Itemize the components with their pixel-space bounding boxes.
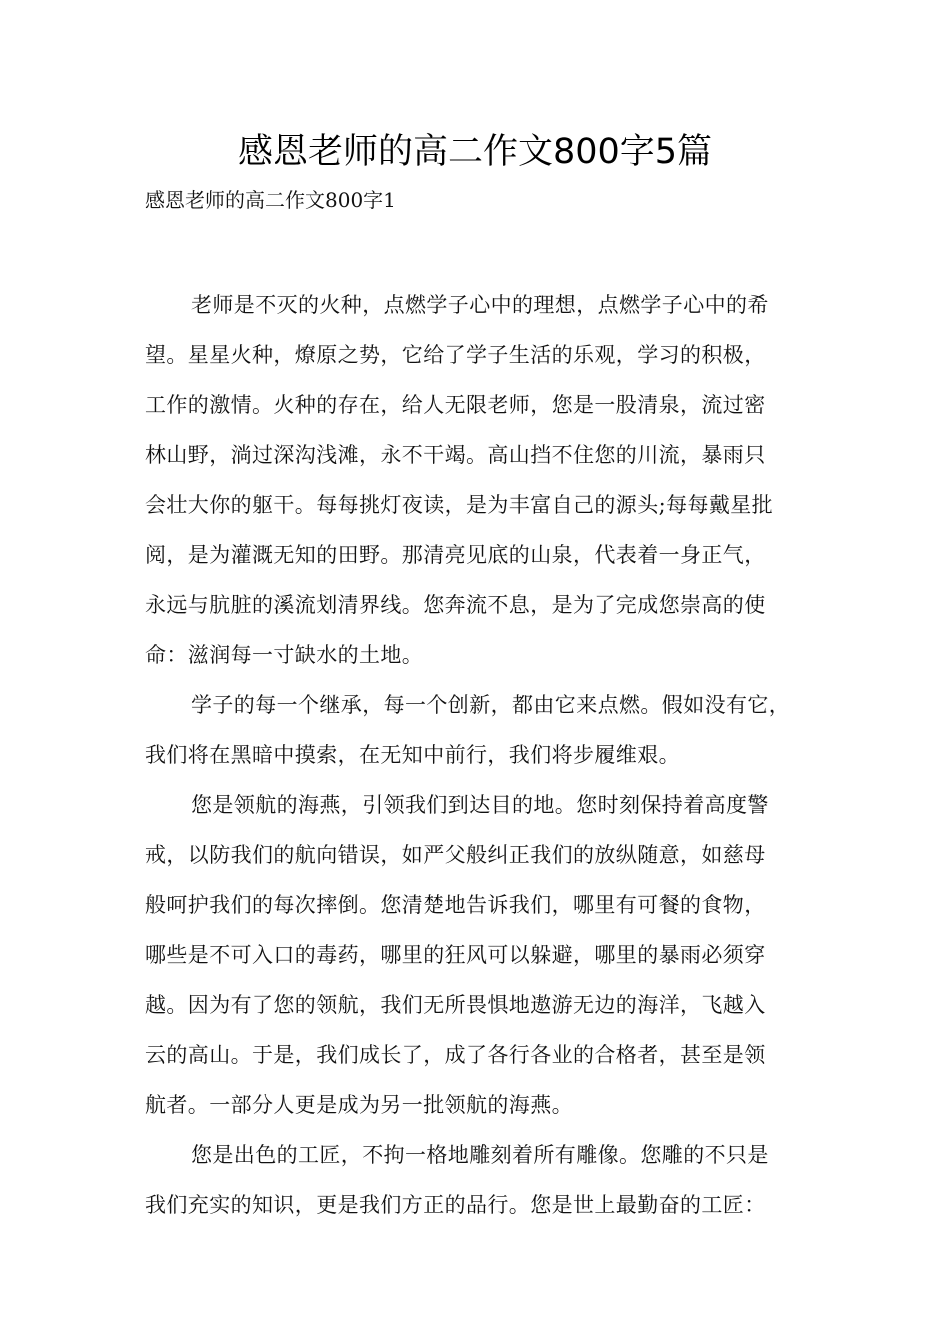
- paragraph-line: 林山野，淌过深沟浅滩，永不干竭。高山挡不住您的川流，暴雨只: [145, 443, 766, 467]
- paragraph-line: 阅，是为灌溉无知的田野。那清亮见底的山泉，代表着一身正气，: [145, 543, 766, 567]
- document-subtitle: 感恩老师的高二作文800字1: [145, 188, 396, 212]
- paragraph-line: 哪些是不可入口的毒药，哪里的狂风可以躲避，哪里的暴雨必须穿: [145, 943, 766, 967]
- paragraph-line: 戒，以防我们的航向错误，如严父般纠正我们的放纵随意，如慈母: [145, 843, 766, 867]
- paragraph-line: 会壮大你的躯干。每每挑灯夜读，是为丰富自己的源头;每每戴星批: [145, 493, 774, 517]
- paragraph-line: 云的高山。于是，我们成长了，成了各行各业的合格者，甚至是领: [145, 1043, 766, 1067]
- paragraph-line: 般呵护我们的每次摔倒。您清楚地告诉我们，哪里有可餐的食物，: [145, 893, 766, 917]
- paragraph: [145, 1130, 820, 1230]
- paragraph-line: 命：滋润每一寸缺水的土地。: [145, 643, 424, 667]
- paragraph: [145, 280, 820, 680]
- paragraph-line: 学子的每一个继承，每一个创新，都由它来点燃。假如没有它，: [191, 693, 791, 717]
- paragraph-line: 越。因为有了您的领航，我们无所畏惧地遨游无边的海洋，飞越入: [145, 993, 766, 1017]
- paragraph-line: 老师是不灭的火种，点燃学子心中的理想，点燃学子心中的希: [191, 293, 769, 317]
- paragraph-line: 工作的激情。火种的存在，给人无限老师，您是一股清泉，流过密: [145, 393, 766, 417]
- paragraph-line: 我们充实的知识，更是我们方正的品行。您是世上最勤奋的工匠：: [145, 1193, 766, 1217]
- paragraph-line: 航者。一部分人更是成为另一批领航的海燕。: [145, 1093, 573, 1117]
- paragraph-line: 您是出色的工匠，不拘一格地雕刻着所有雕像。您雕的不只是: [191, 1143, 769, 1167]
- document-title: 感恩老师的高二作文800字5篇: [237, 132, 713, 172]
- paragraph-line: 望。星星火种，燎原之势，它给了学子生活的乐观，学习的积极，: [145, 343, 766, 367]
- paragraph-line: 我们将在黑暗中摸索，在无知中前行，我们将步履维艰。: [145, 743, 680, 767]
- paragraph: [145, 780, 820, 1130]
- paragraph-line: 您是领航的海燕，引领我们到达目的地。您时刻保持着高度警: [191, 793, 769, 817]
- paragraph: [145, 680, 820, 780]
- paragraph-line: 永远与肮脏的溪流划清界线。您奔流不息，是为了完成您崇高的使: [145, 593, 766, 617]
- document-body: [145, 280, 820, 1230]
